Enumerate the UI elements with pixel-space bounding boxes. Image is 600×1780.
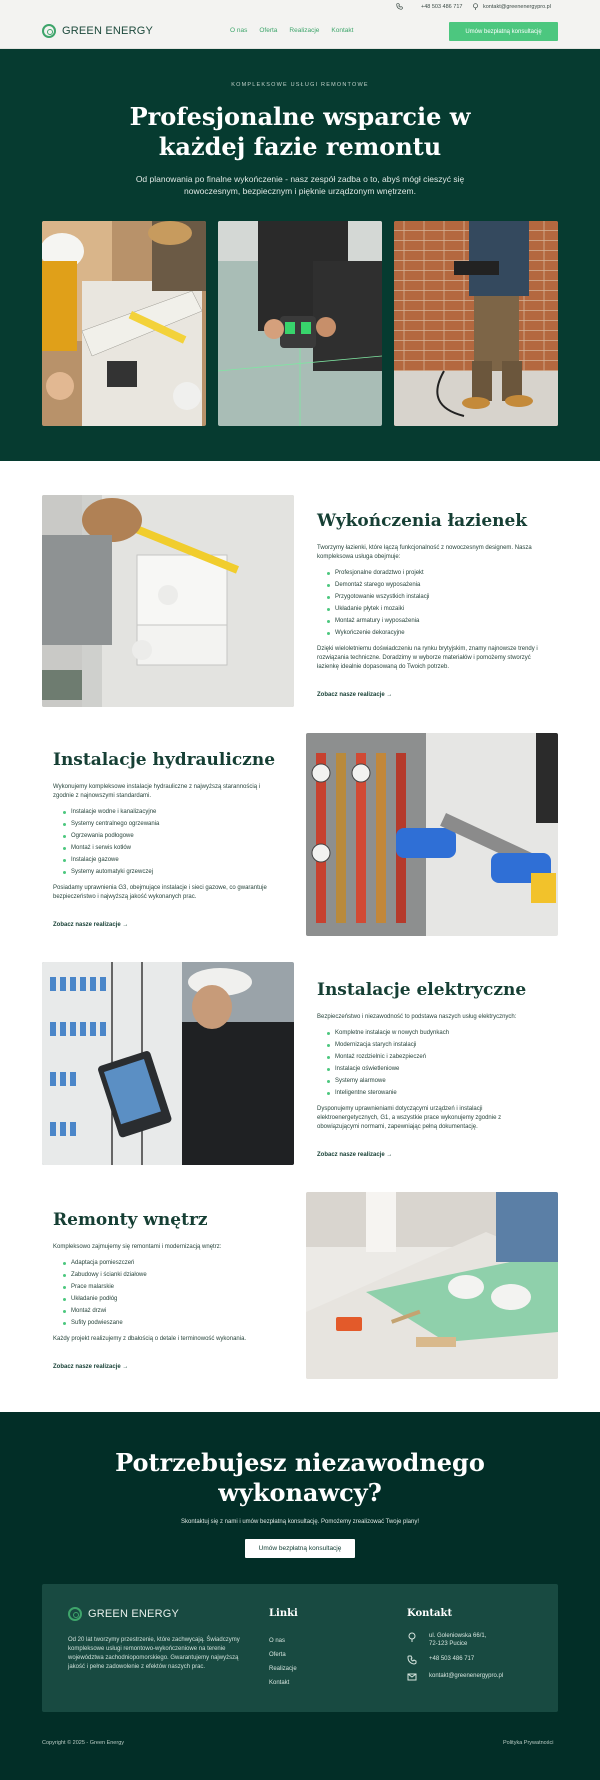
brand-logo[interactable] <box>42 24 153 38</box>
section-list <box>327 567 542 639</box>
top-contact-bar <box>0 0 600 14</box>
see-projects-link[interactable]: Zobacz nasze realizacje → <box>317 1152 393 1158</box>
hero-image-drilling <box>394 221 558 426</box>
section-list <box>327 1027 542 1099</box>
leaf-circle-logo-icon <box>42 24 56 38</box>
hero-image-planning <box>42 221 206 426</box>
section-image-plumbing <box>306 733 558 936</box>
section-title: Remonty wnętrz <box>53 1210 208 1230</box>
list-item: Montaż i serwis kotłów <box>63 842 278 854</box>
list-item: Instalacje gazowe <box>63 854 278 866</box>
section-plumbing <box>53 750 278 931</box>
nav-link-kontakt[interactable]: Kontakt <box>331 27 354 34</box>
footer-contact <box>407 1632 503 1689</box>
list-item: Demontaż starego wyposażenia <box>327 579 542 591</box>
hero-kicker: KOMPLEKSOWE USŁUGI REMONTOWE <box>231 82 369 88</box>
section-bathrooms <box>317 511 542 701</box>
hero-image-laser-level <box>218 221 382 426</box>
address-line-1: ul. Goleniowska 66/1, <box>429 1633 487 1639</box>
mail-icon <box>407 1672 417 1682</box>
nav-link-oferta[interactable]: Oferta <box>259 27 278 34</box>
section-title: Wykończenia łazienek <box>317 511 528 531</box>
section-image-interiors <box>306 1192 558 1379</box>
address-line-2: 72-123 Pucice <box>429 1641 468 1647</box>
list-item: Układanie płytek i mozaiki <box>327 603 542 615</box>
section-intro: Wykonujemy kompleksowe instalacje hydrauliczne z najwyższą starannością i zgodnie z najnowszymi standardami. <box>53 784 261 799</box>
privacy-policy-link[interactable]: Polityka Prywatności <box>503 1740 554 1746</box>
footer-links-heading: Linki <box>269 1608 298 1619</box>
cta-subtitle: Skontaktuj się z nami i umów bezpłatną konsultację. Pomożemy zrealizować Twoje plany! <box>180 1519 419 1525</box>
footer-email[interactable] <box>407 1672 503 1682</box>
list-item: Układanie podłóg <box>63 1293 278 1305</box>
list-item: Montaż armatury i wyposażenia <box>327 615 542 627</box>
see-projects-link[interactable]: Zobacz nasze realizacje → <box>53 1364 129 1370</box>
hero-title: Profesjonalne wsparcie w każdej fazie remontu <box>129 102 471 161</box>
nav-link-realizacje[interactable]: Realizacje <box>289 27 320 34</box>
footer <box>42 1584 558 1712</box>
cta-consultation-button[interactable]: Umów bezpłatną konsultację <box>245 1539 355 1558</box>
hero-subtitle: Od planowania po finalne wykończenie - nasz zespół zadba o to, abyś mógł cieszyć się nowoczesnym, bezpiecznym i pięknie urządzonym wnętrzem. <box>135 174 465 196</box>
section-outro: Dysponujemy uprawnieniami dotyczącymi urządzeń i instalacji elektroenergetycznych, G1, a wszystkie prace wykonujemy zgodnie z obowiązującymi normami, zapewniając pełną dokumentację. <box>317 1106 502 1130</box>
cta-section <box>0 1412 600 1780</box>
footer-link-o-nas[interactable]: O nas <box>269 1638 286 1644</box>
copyright: Copyright © 2025 - Green Energy <box>42 1740 125 1746</box>
footer-phone[interactable] <box>407 1655 503 1665</box>
see-projects-link[interactable]: Zobacz nasze realizacje → <box>53 922 129 928</box>
brand-name: GREEN ENERGY <box>62 25 154 37</box>
list-item: Inteligentne sterowanie <box>327 1087 542 1099</box>
list-item: Sufity podwieszane <box>63 1317 278 1329</box>
list-item: Wykończenie dekoracyjne <box>327 627 542 639</box>
list-item: Przygotowanie wszystkich instalacji <box>327 591 542 603</box>
location-pin-icon <box>472 3 479 10</box>
consultation-button[interactable]: Umów bezpłatną konsultację <box>449 22 558 41</box>
list-item: Modernizacja starych instalacji <box>327 1039 542 1051</box>
section-outro: Dzięki wieloletniemu doświadczeniu na rynku brytyjskim, znamy najnowsze trendy i rozwiązania techniczne. Doradzimy w wyborze materiałów i pomożemy stworzyć łazienkę idealnie dopasowaną do Twoich potrzeb. <box>317 646 538 670</box>
top-email[interactable] <box>472 3 551 10</box>
cta-title: Potrzebujesz niezawodnego wykonawcy? <box>115 1448 485 1507</box>
list-item: Adaptacja pomieszczeń <box>63 1257 278 1269</box>
list-item: Zabudowy i ścianki działowe <box>63 1269 278 1281</box>
list-item: Montaż rozdzielnic i zabezpieczeń <box>327 1051 542 1063</box>
section-outro: Każdy projekt realizujemy z dbałością o detale i terminowość wykonania. <box>53 1336 247 1342</box>
footer-phone-text: +48 503 486 717 <box>429 1656 475 1662</box>
list-item: Ogrzewania podłogowe <box>63 830 278 842</box>
nav-links <box>230 27 353 34</box>
phone-icon <box>396 3 403 10</box>
section-image-electrical <box>42 962 294 1165</box>
list-item: Instalacje oświetleniowe <box>327 1063 542 1075</box>
location-pin-icon <box>407 1632 417 1642</box>
footer-link-kontakt[interactable]: Kontakt <box>269 1680 290 1686</box>
section-list <box>63 806 278 878</box>
list-item: Montaż drzwi <box>63 1305 278 1317</box>
nav-link-o-nas[interactable]: O nas <box>230 27 248 34</box>
list-item: Profesjonalne doradztwo i projekt <box>327 567 542 579</box>
list-item: Systemy centralnego ogrzewania <box>63 818 278 830</box>
top-email-text: kontakt@greenenergypro.pl <box>483 3 551 10</box>
footer-links <box>269 1634 297 1690</box>
section-intro: Tworzymy łazienki, które łączą funkcjonalność z nowoczesnym designem. Nasza kompleksowa usługa obejmuje: <box>317 545 532 560</box>
footer-link-realizacje[interactable]: Realizacje <box>269 1666 297 1672</box>
section-title: Instalacje hydrauliczne <box>53 750 276 770</box>
footer-link-oferta[interactable]: Oferta <box>269 1652 286 1658</box>
main-navigation <box>0 14 600 49</box>
footer-email-text: kontakt@greenenergypro.pl <box>429 1673 504 1679</box>
section-title: Instalacje elektryczne <box>317 980 527 1000</box>
list-item: Kompletne instalacje w nowych budynkach <box>327 1027 542 1039</box>
section-list <box>63 1257 278 1329</box>
hero-section <box>0 49 600 461</box>
leaf-circle-logo-icon <box>68 1607 82 1621</box>
list-item: Instalacje wodne i kanalizacyjne <box>63 806 278 818</box>
section-outro: Posiadamy uprawnienia G3, obejmujące instalacje i sieci gazowe, co gwarantuje bezpieczeństwo i najwyższą jakość wykonanych prac. <box>53 885 267 900</box>
footer-logo[interactable] <box>68 1607 179 1621</box>
list-item: Systemy automatyki grzewczej <box>63 866 278 878</box>
section-electrical <box>317 980 542 1161</box>
see-projects-link[interactable]: Zobacz nasze realizacje → <box>317 692 393 698</box>
list-item: Prace malarskie <box>63 1281 278 1293</box>
list-item: Systemy alarmowe <box>327 1075 542 1087</box>
top-phone[interactable] <box>396 3 462 10</box>
section-image-bathroom <box>42 495 294 707</box>
top-phone-text: +48 503 486 717 <box>421 3 463 10</box>
footer-address <box>407 1632 503 1648</box>
footer-brand-name: GREEN ENERGY <box>88 1608 180 1620</box>
section-intro: Kompleksowo zajmujemy się remontami i modernizacją wnętrz: <box>53 1244 222 1250</box>
section-interiors <box>53 1210 278 1373</box>
footer-contact-heading: Kontakt <box>407 1608 453 1619</box>
footer-description: Od 20 lat tworzymy przestrzenie, które zachwycają. Świadczymy kompleksowe usługi remontowo-wykończeniowe na terenie województwa zachodniopomorskiego. Gwarantujemy najwyższą jakość i pełne zadowolenie z efektów naszych prac. <box>68 1637 240 1670</box>
section-intro: Bezpieczeństwo i niezawodność to podstawa naszych usług elektrycznych: <box>317 1014 517 1020</box>
phone-icon <box>407 1655 417 1665</box>
